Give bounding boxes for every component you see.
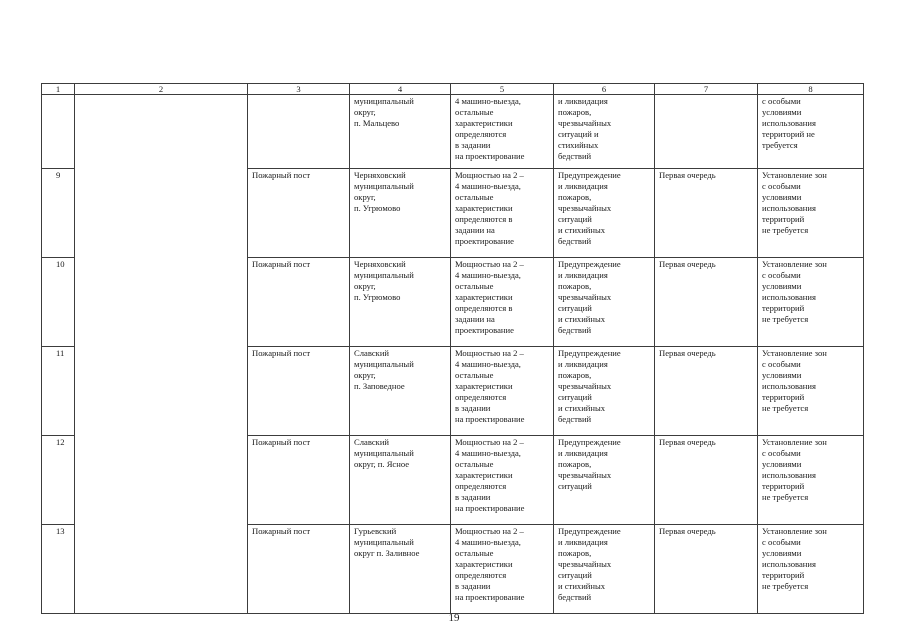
object-type-cell	[248, 436, 350, 525]
header-cell-6: 6	[554, 84, 655, 95]
location: Славский муниципальный округ, п. Ясное	[354, 437, 414, 469]
location-cell	[350, 347, 451, 436]
zones: Установление зон с особыми условиями использования территорий не требуется	[762, 170, 827, 235]
capacity-cell	[451, 169, 554, 258]
row-number-cell	[42, 436, 75, 525]
capacity: Мощностью на 2 – 4 машино-выезда, остальные характеристики определяются в задании на проектирование	[455, 526, 525, 602]
capacity-cell	[451, 95, 554, 169]
zones: Установление зон с особыми условиями использования территорий не требуется	[762, 259, 827, 324]
purpose: Предупреждение и ликвидация пожаров, чрезвычайных ситуаций и стихийных бедствий	[558, 170, 621, 246]
zones-cell	[758, 347, 864, 436]
zones: Установление зон с особыми условиями использования территорий не требуется	[762, 526, 827, 591]
zones-cell	[758, 95, 864, 169]
capacity: Мощностью на 2 – 4 машино-выезда, остальные характеристики определяются в задании на проектирование	[455, 170, 524, 246]
zones: Установление зон с особыми условиями использования территорий не требуется	[762, 437, 827, 502]
purpose: и ликвидация пожаров, чрезвычайных ситуаций и стихийных бедствий	[558, 96, 612, 161]
stage-cell	[655, 347, 758, 436]
row-number-cell	[42, 258, 75, 347]
capacity: 4 машино-выезда, остальные характеристики определяются в задании на проектирование	[455, 96, 525, 161]
stage: Первая очередь	[659, 170, 716, 180]
object-type-cell	[248, 169, 350, 258]
object-type: Пожарный пост	[252, 348, 311, 358]
capacity: Мощностью на 2 – 4 машино-выезда, остальные характеристики определяются в задании на проектирование	[455, 259, 524, 335]
location-cell	[350, 436, 451, 525]
zones-cell	[758, 525, 864, 614]
page-number: 19	[448, 612, 460, 624]
header-row	[42, 84, 864, 95]
document-table	[41, 83, 864, 614]
capacity-cell	[451, 436, 554, 525]
stage-cell	[655, 525, 758, 614]
row-number-cell	[42, 169, 75, 258]
stage: Первая очередь	[659, 526, 716, 536]
location: Гурьевский муниципальный округ п. Заливное	[354, 526, 420, 558]
location: Славский муниципальный округ, п. Заповедное	[354, 348, 414, 391]
object-type: Пожарный пост	[252, 437, 311, 447]
location-cell	[350, 258, 451, 347]
header-cell-2: 2	[75, 84, 248, 95]
capacity-cell	[451, 525, 554, 614]
location-cell	[350, 169, 451, 258]
zones-cell	[758, 258, 864, 347]
object-type-cell	[248, 95, 350, 169]
stage-cell	[655, 436, 758, 525]
purpose-cell	[554, 258, 655, 347]
purpose: Предупреждение и ликвидация пожаров, чрезвычайных ситуаций и стихийных бедствий	[558, 259, 621, 335]
purpose-cell	[554, 95, 655, 169]
zones-cell	[758, 436, 864, 525]
location: муниципальный округ, п. Мальцево	[354, 96, 414, 128]
zones-cell	[758, 169, 864, 258]
capacity-cell	[451, 258, 554, 347]
header-cell-7: 7	[655, 84, 758, 95]
purpose-cell	[554, 525, 655, 614]
capacity: Мощностью на 2 – 4 машино-выезда, остальные характеристики определяются в задании на проектирование	[455, 348, 525, 424]
stage-cell	[655, 169, 758, 258]
purpose-cell	[554, 169, 655, 258]
purpose: Предупреждение и ликвидация пожаров, чрезвычайных ситуаций	[558, 437, 621, 491]
header-cell-8: 8	[758, 84, 864, 95]
location: Черняховский муниципальный округ, п. Угрюмово	[354, 259, 414, 302]
location: Черняховский муниципальный округ, п. Угрюмово	[354, 170, 414, 213]
row-number: 9	[56, 170, 61, 180]
stage: Первая очередь	[659, 437, 716, 447]
row-number-cell	[42, 347, 75, 436]
object-type-cell	[248, 525, 350, 614]
purpose-cell	[554, 347, 655, 436]
object-type-cell	[248, 347, 350, 436]
capacity: Мощностью на 2 – 4 машино-выезда, остальные характеристики определяются в задании на проектирование	[455, 437, 525, 513]
header-cell-3: 3	[248, 84, 350, 95]
stage: Первая очередь	[659, 259, 716, 269]
row-number: 12	[56, 437, 65, 447]
purpose: Предупреждение и ликвидация пожаров, чрезвычайных ситуаций и стихийных бедствий	[558, 348, 621, 424]
header-cell-5: 5	[451, 84, 554, 95]
object-type-cell	[248, 258, 350, 347]
stage: Первая очередь	[659, 348, 716, 358]
purpose: Предупреждение и ликвидация пожаров, чрезвычайных ситуаций и стихийных бедствий	[558, 526, 621, 602]
location-cell	[350, 95, 451, 169]
object-type: Пожарный пост	[252, 170, 311, 180]
zones: с особыми условиями использования территорий не требуется	[762, 96, 816, 150]
purpose-cell	[554, 436, 655, 525]
table-row	[42, 95, 864, 169]
row-number: 11	[56, 348, 65, 358]
location-cell	[350, 525, 451, 614]
row-number: 10	[56, 259, 65, 269]
row-number: 13	[56, 526, 65, 536]
capacity-cell	[451, 347, 554, 436]
blank-column-cell	[75, 95, 248, 614]
stage-cell	[655, 95, 758, 169]
object-type: Пожарный пост	[252, 259, 311, 269]
header-cell-1: 1	[42, 84, 75, 95]
row-number-cell	[42, 525, 75, 614]
row-number-cell	[42, 95, 75, 169]
object-type: Пожарный пост	[252, 526, 311, 536]
header-cell-4: 4	[350, 84, 451, 95]
stage-cell	[655, 258, 758, 347]
zones: Установление зон с особыми условиями использования территорий не требуется	[762, 348, 827, 413]
